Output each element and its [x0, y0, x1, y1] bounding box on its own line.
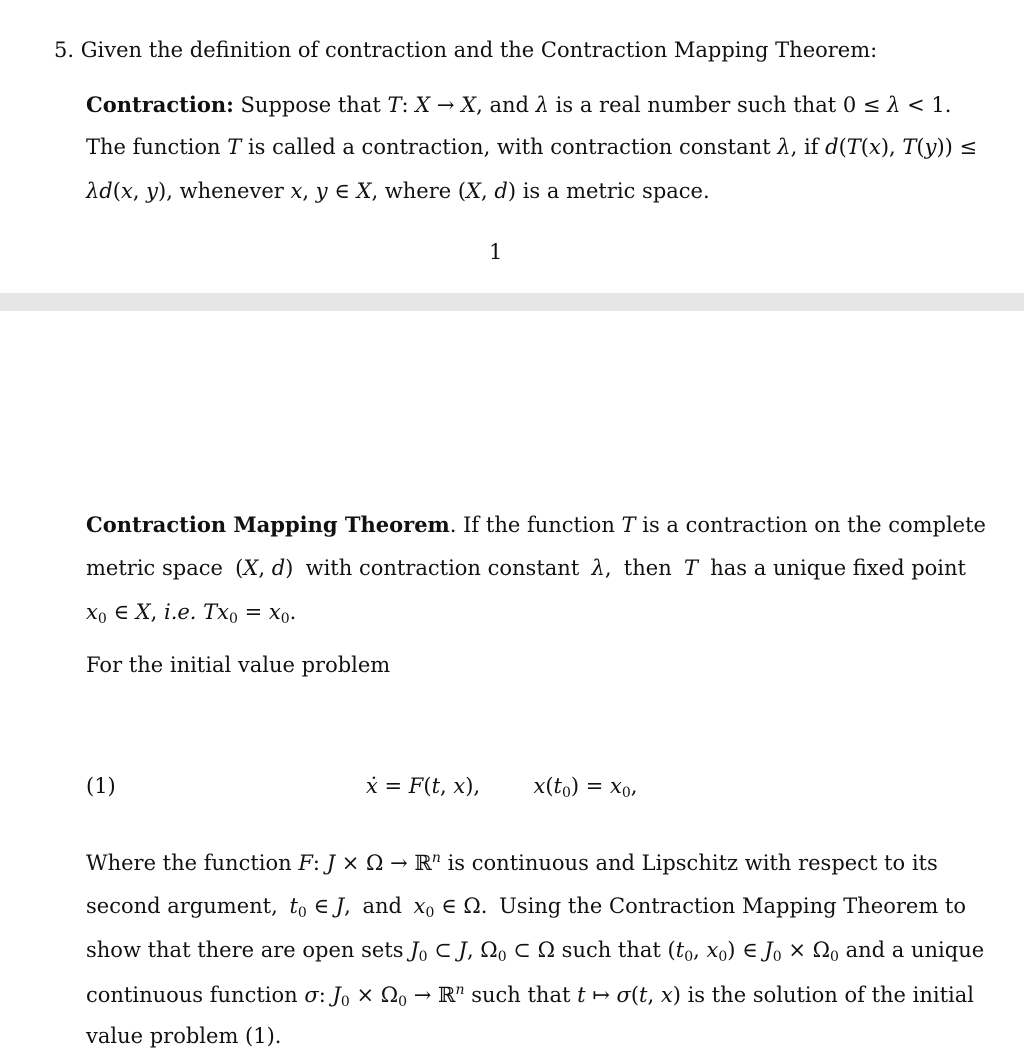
text: metric space — [86, 556, 223, 580]
contraction-label: Contraction: — [86, 92, 234, 117]
theorem-line-1: Contraction Mapping Theorem. If the function T is a contraction on the complete — [86, 512, 986, 537]
text: such that — [471, 983, 571, 1007]
contraction-line-1: Contraction: Suppose that T: X → X, and λ is a real number such that 0 ≤ λ < 1. — [86, 92, 952, 117]
text: and — [362, 894, 402, 918]
text: . If the function — [449, 513, 615, 537]
ie-text: i.e. — [163, 600, 197, 624]
text: is the solution of the initial — [687, 983, 974, 1007]
text: is called a contraction, with contraction constant — [247, 135, 771, 159]
text: Suppose that — [240, 93, 381, 117]
problem-intro — [54, 38, 877, 62]
text: is a real number such that — [555, 93, 837, 117]
text: where — [384, 179, 452, 203]
problem-number: 5. — [54, 38, 75, 62]
problem-intro-text: Given the definition of contraction and the Contraction Mapping Theorem: — [80, 38, 878, 62]
ivp-intro: For the initial value problem — [86, 653, 391, 677]
text: and — [489, 93, 529, 117]
text: then — [623, 556, 672, 580]
text: is a metric space. — [522, 179, 710, 203]
text: has a unique fixed point — [710, 556, 966, 580]
page-break-separator — [0, 293, 1024, 311]
text: Using the Contraction Mapping Theorem to — [499, 894, 966, 918]
page-number: 1 — [489, 240, 503, 264]
theorem-label: Contraction Mapping Theorem — [86, 512, 450, 537]
question-line-4: continuous function σ: $J_0 \times \Omega_0$ → ℝ$^n$ such that t ↦ σ(t, x) is the solution of the initial — [86, 982, 974, 1010]
text: whenever — [179, 179, 284, 203]
contraction-line-3: λd(x, y), whenever x, y ∈ X, where (X, d) is a metric space. — [86, 179, 710, 203]
question-line-1: Where the function F: J × Ω → ℝ$^n$ is continuous and Lipschitz with respect to its — [86, 850, 938, 875]
text: and a unique — [845, 938, 985, 962]
theorem-line-2: metric space (X, d) with contraction constant λ, then T has a unique fixed point — [86, 556, 966, 580]
text: such that — [561, 938, 661, 962]
text: if — [803, 135, 819, 159]
equation-label: (1) — [86, 774, 116, 798]
question-line-3: show that there are open sets $J_0$ ⊂ J, $\Omega_0$ ⊂ Ω such that ($t_0$, $x_0$) ∈ $J_0 \times \Omega_0$ and a unique — [86, 938, 985, 965]
text: The function — [86, 135, 221, 159]
question-line-2: second argument, $t_0$ ∈ J, and $x_0$ ∈ Ω. Using the Contraction Mapping Theorem to — [86, 894, 966, 921]
question-line-5: value problem (1). — [86, 1024, 282, 1048]
text: second argument, — [86, 894, 278, 918]
text: show that there are open sets — [86, 938, 404, 962]
equation: ẋ = F(t, x), $x(t_0) = x_0$, — [366, 774, 638, 801]
text: is continuous and Lipschitz with respect to its — [447, 851, 938, 875]
text: Where the function — [86, 851, 292, 875]
contraction-line-2: The function T is called a contraction, with contraction constant λ, if d(T(x), T(y)) ≤ — [86, 135, 978, 159]
text: is a contraction on the complete — [642, 513, 986, 537]
text: continuous function — [86, 983, 298, 1007]
theorem-line-3: $x_0$ ∈ X, i.e. $Tx_0 = x_0$. — [86, 600, 297, 627]
text: with contraction constant — [305, 556, 580, 580]
